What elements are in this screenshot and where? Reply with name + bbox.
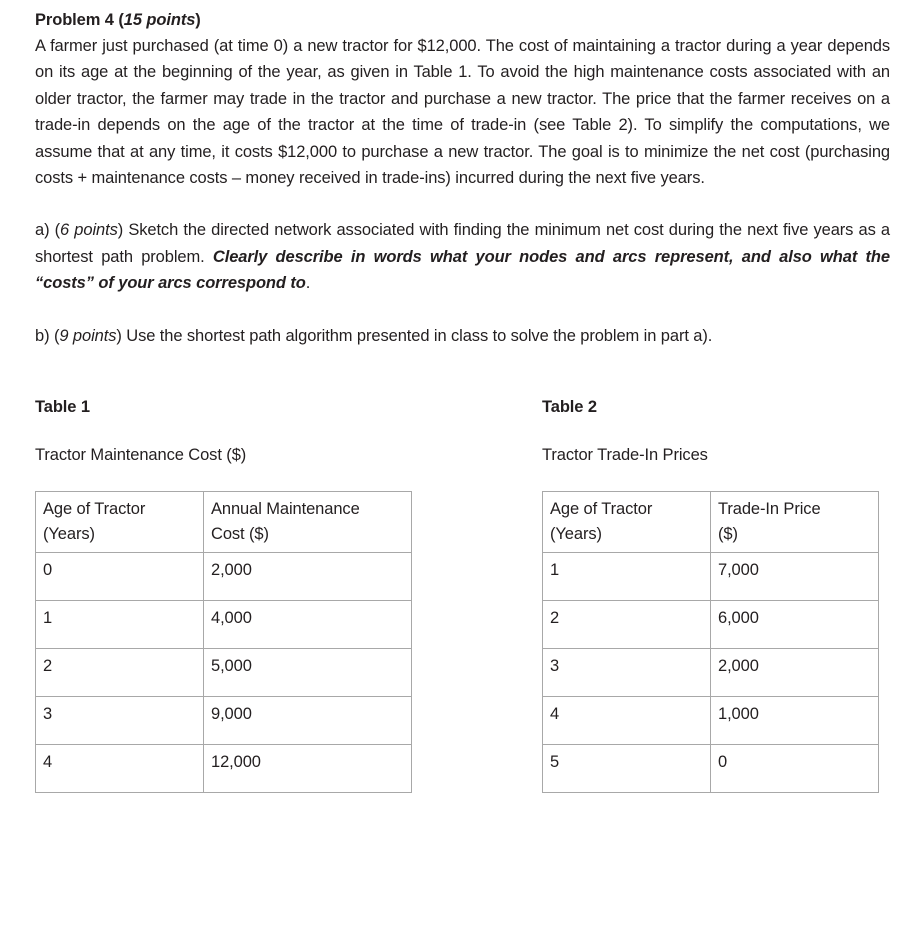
spacer xyxy=(542,419,887,443)
table-row xyxy=(543,553,879,601)
part-a-text-after: . xyxy=(305,274,311,293)
part-a-text-before: Sketch the directed network associated with finding the minimum net cost during the next five years as a shortest path problem. xyxy=(35,221,890,266)
table2-header-price-line2: ($) xyxy=(718,525,738,544)
table1-header-age xyxy=(36,492,204,553)
table-row xyxy=(543,745,879,793)
table2-cell-age: 2 xyxy=(543,601,711,649)
problem-title-points: 15 points xyxy=(123,11,196,29)
table1-cell-age: 0 xyxy=(36,553,204,601)
table1-header-age-line1: Age of Tractor xyxy=(43,500,146,519)
trade-in-price-table xyxy=(542,491,879,793)
table2-header-age-line2: (Years) xyxy=(550,525,602,544)
table2-cell-age: 1 xyxy=(543,553,711,601)
table2-header-price xyxy=(711,492,879,553)
table-row xyxy=(36,553,412,601)
table-header-row xyxy=(543,492,879,553)
table-row xyxy=(36,601,412,649)
table2-cell-value: 7,000 xyxy=(711,553,879,601)
table-row xyxy=(543,649,879,697)
part-b-close: ) xyxy=(116,326,127,345)
table1-caption: Tractor Maintenance Cost ($) xyxy=(35,446,247,465)
spacer xyxy=(35,349,890,395)
table1-block xyxy=(35,395,542,793)
table2-caption: Tractor Trade-In Prices xyxy=(542,446,708,465)
table1-cell-value: 4,000 xyxy=(204,601,412,649)
table1-cell-age: 2 xyxy=(36,649,204,697)
part-a-paragraph xyxy=(35,217,890,296)
table1-cell-age: 4 xyxy=(36,745,204,793)
table-header-row xyxy=(36,492,412,553)
table2-cell-value: 0 xyxy=(711,745,879,793)
spacer xyxy=(35,419,542,443)
table1-cell-value: 9,000 xyxy=(204,697,412,745)
part-a-close: ) xyxy=(117,221,129,240)
part-a-emphasis: Clearly describe in words what your nodes and arcs represent, and also what the “costs” of your arcs correspond to xyxy=(35,247,890,293)
table-row xyxy=(543,601,879,649)
table2-label: Table 2 xyxy=(542,398,597,417)
part-b-marker: b) ( xyxy=(35,326,60,345)
part-a-points: 6 points xyxy=(60,221,118,240)
table1-cell-age: 1 xyxy=(36,601,204,649)
table-row xyxy=(36,649,412,697)
problem-title-close: ) xyxy=(195,11,201,29)
table-row xyxy=(36,697,412,745)
spacer xyxy=(35,297,890,323)
part-a-marker: a) ( xyxy=(35,221,61,240)
table2-cell-value: 1,000 xyxy=(711,697,879,745)
table1-label: Table 1 xyxy=(35,398,90,417)
table1-header-cost-line2: Cost ($) xyxy=(211,525,269,544)
table1-header-age-line2: (Years) xyxy=(43,525,95,544)
spacer xyxy=(35,191,890,217)
problem-statement-paragraph: A farmer just purchased (at time 0) a new tractor for $12,000. The cost of maintaining a tractor during a year depends on its age at the beginning of the year, as given in Table 1. To avoid the high maintenance costs associated with an older tractor, the farmer may trade in the tractor and purchase a new tractor. The price that the farmer receives on a trade-in depends on the age of the tractor at the time of trade-in (see Table 2). To simplify the computations, we assume that at any time, it costs $12,000 to purchase a new tractor. The goal is to minimize the net cost (purchasing costs + maintenance costs – money received in trade-ins) incurred during the next five years. xyxy=(35,37,890,188)
page-title xyxy=(35,8,890,32)
table2-header-age-line1: Age of Tractor xyxy=(550,500,653,519)
part-b-paragraph xyxy=(35,323,890,349)
table1-cell-value: 2,000 xyxy=(204,553,412,601)
part-b-points: 9 points xyxy=(59,326,117,345)
table2-cell-value: 6,000 xyxy=(711,601,879,649)
problem-title-main: Problem 4 ( xyxy=(35,11,124,29)
table2-cell-value: 2,000 xyxy=(711,649,879,697)
spacer xyxy=(35,467,542,491)
table-row xyxy=(36,745,412,793)
tables-section xyxy=(35,395,890,793)
table-row xyxy=(543,697,879,745)
table1-header-cost xyxy=(204,492,412,553)
table1-cell-value: 12,000 xyxy=(204,745,412,793)
spacer xyxy=(542,467,887,491)
table1-cell-age: 3 xyxy=(36,697,204,745)
table2-header-price-line1: Trade-In Price xyxy=(718,500,821,519)
table2-cell-age: 3 xyxy=(543,649,711,697)
table2-cell-age: 5 xyxy=(543,745,711,793)
table2-block xyxy=(542,395,887,793)
table2-header-age xyxy=(543,492,711,553)
table1-header-cost-line1: Annual Maintenance xyxy=(211,500,360,519)
table2-cell-age: 4 xyxy=(543,697,711,745)
maintenance-cost-table xyxy=(35,491,412,793)
table1-cell-value: 5,000 xyxy=(204,649,412,697)
part-b-text: Use the shortest path algorithm presented in class to solve the problem in part a). xyxy=(126,326,713,345)
